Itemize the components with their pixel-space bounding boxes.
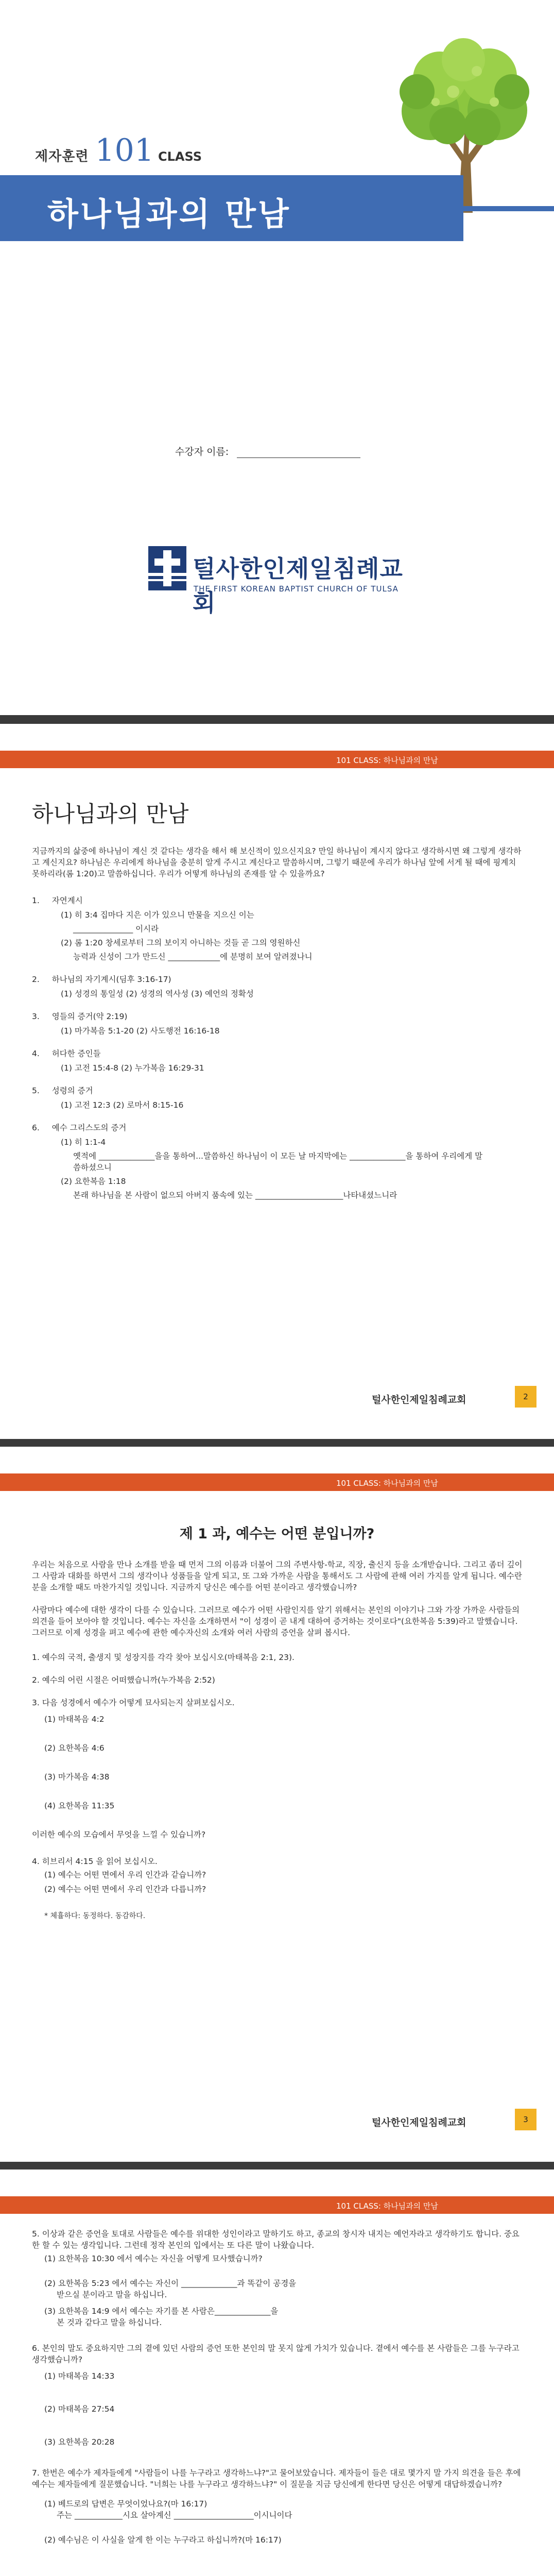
page-content [32,1559,526,1922]
question-sub-list: (1) 요한복음 10:30 에서 예수는 자신을 어떻게 묘사했습니까? (2) 요한복음 5:23 에서 예수는 자신이 ______________과 똑같이 공경을 받으실 분이라고 말을 하십니다. (3) 요한복음 14:9 에서 예수는 자기를 본 사람은______________을 본 것과 같다고 말을 하십니다. [44,2254,297,2327]
title-band [0,175,463,241]
church-name-ko: 털사한인제일침례교회 [193,555,403,617]
page-title: 하나님과의 만남 [32,802,189,827]
sub-list: (1) 성경의 통일성 (2) 성경의 역사성 (3) 예언의 정확성 [61,989,254,998]
question-item: 1. 예수의 국적, 출생지 및 성장지를 각각 찾아 보십시오(마태복음 2:1, 23). [32,1653,295,1662]
page-number-badge: 2 [515,1386,536,1408]
question-sub-list: (1) 예수는 어떤 면에서 우리 인간과 같습니까? (2) 예수는 어떤 면에서 우리 인간과 다릅니까? [44,1870,206,1894]
church-name-en: THE FIRST KOREAN BAPTIST CHURCH OF TULSA [194,584,399,594]
student-name-field [175,444,360,458]
question-item: 7. 한번은 예수가 제자들에게 "사람들이 나를 누구라고 생각하느냐?"고 물어보았습니다. 제자들이 들은 대로 몇가지 말 가지 의견을 들은 후에 예수는 제자들에게 질문했습니다. "너희는 나를 누구라고 생각하느냐?" 이 질문을 지금 당신에게 한다면 당신은 어떻게 대답하겠습니까? (1) 베드로의 답변은 무엇이었나요?(마 16:17) 주는 ____________시요 살아계신 ____________________이시니이다 (2) 예수님은 이 사실을 알게 한 이는 누구라고 하십니까?(마 16:17) [32,2467,526,2546]
course-suffix: CLASS [158,149,202,164]
cover-page [0,0,554,715]
course-label-ko: 제자훈련 [35,149,89,164]
page-header-bar [0,751,554,768]
church-logo [148,546,416,617]
sub-list: (1) 고전 15:4-8 (2) 누가복음 16:29-31 [61,1063,204,1073]
footnote: * 체휼하다: 동정하다. 동감하다. [44,1912,146,1920]
question-item: 4. 히브리서 4:15 을 읽어 보십시오. (1) 예수는 어떤 면에서 우리 인간과 같습니까? (2) 예수는 어떤 면에서 우리 인간과 다릅니까? [32,1856,526,1895]
cover-title: 하나님과의 만남 [47,195,291,233]
page-3 [0,1447,554,2162]
footer-church-name: 털사한인제일침례교회 [372,2117,466,2128]
page-header-bar [0,1473,554,1491]
sub-list: (1) 마가복음 5:1-20 (2) 사도행전 16:16-18 [61,1026,220,1036]
intro-paragraph: 우리는 처음으로 사람을 만나 소개를 받을 때 먼저 그의 이름과 더불어 그의 주변사항-학교, 직장, 출신지 등을 소개받습니다. 그리고 좀더 깊이 그 사람과 대화를 하면서 그의 생각이나 성품들을 알게 되고, 또 그와 가까운 사람을 통해서도 그 사람에 관해 여러 가지를 알게 됩니다. 예수란 분을 소개할 때도 마찬가지일 것입니다. 지금까지 당신은 예수를 어떤 분이라고 생각했습니까? [32,1560,523,1592]
page-header-text: 101 CLASS: 하나님과의 만남 [336,1479,438,1488]
title-rule [463,206,554,211]
section-item: 2. 하나님의 자기계시(딤후 3:16-17) (1) 성경의 통일성 (2) 성경의 역사성 (3) 예언의 정확성 [32,974,526,999]
course-number: 101 [95,132,154,168]
question-item: 5. 이상과 같은 증언을 토대로 사람들은 예수를 위대한 성인이라고 말하기도 하고, 종교의 창시자 내지는 예언자라고 생각하기도 합니다. 중요한 할 수 있는 생각입니다. 그런데 정작 본인의 입에서는 또 다른 말이 나왔습니다. (1) 요한복음 10:30 에서 예수는 자신을 어떻게 묘사했습니까? (2) 요한복음 5:23 에서 예수는 자신이 ______________과 똑같이 공경을 받으실 분이라고 말을 하십니다. (3) 요한복음 14:9 에서 예수는 자기를 본 사람은______________을 본 것과 같다고 말을 하십니다. [32,2228,526,2328]
student-name-label: 수강자 이름: [175,446,229,457]
question-sub-list: (1) 베드로의 답변은 무엇이었나요?(마 16:17) 주는 ____________시요 살아계신 ____________________이시니이다 (2) 예수님은 이 사실을 알게 한 이는 누구라고 하십니까?(마 16:17) [44,2499,292,2545]
footer-church-name: 털사한인제일침례교회 [372,1394,466,1405]
section-item: 3. 영들의 증거(약 2:19) (1) 마가복음 5:1-20 (2) 사도행전 16:16-18 [32,1011,526,1037]
page-header-bar [0,2196,554,2214]
page-header-text: 101 CLASS: 하나님과의 만남 [336,756,438,765]
sub-list: (1) 히 1:1-4 옛적에 ______________을을 통하여...말씀하신 하나님이 이 모든 날 마지막에는 ______________을 통하여 우리에게 말씀하셨으니 (2) 요한복음 1:18 본래 하나님을 본 사람이 없으되 아버지 품속에 있는 ______________________나타내셨느니라 [61,1138,483,1200]
question-item: 2. 예수의 어린 시절은 어떠했습니까(누가복음 2:52) [32,1675,215,1685]
page-2 [0,724,554,1439]
question-item: 3. 다음 성경에서 예수가 어떻게 묘사되는지 살펴보십시오. (1) 마태복음 4:2 (2) 요한복음 4:6 (3) 마가복음 4:38 (4) 요한복음 11:35 [32,1697,526,1811]
question-sub-list: (1) 마태복음 4:2 (2) 요한복음 4:6 (3) 마가복음 4:38 (4) 요한복음 11:35 [44,1715,115,1810]
lesson-title: 제 1 과, 예수는 어떤 분입니까? [179,1526,375,1542]
section-item: 5. 성령의 증거 (1) 고전 12:3 (2) 로마서 8:15-16 [32,1085,526,1111]
cross-icon [148,546,186,590]
course-label [35,132,202,168]
intro-paragraph: 지금까지의 삶중에 하나님이 계신 것 같다는 생각을 해서 해 보신적이 있으신지요? 만일 하나님이 계시지 않다고 생각하시면 왜 그렇게 생각하고 계신지요? 하나님은 우리에게 하나님을 충분히 알게 주시고 계신다고 말씀하시며, 그렇기 때문에 우리가 하나님 앞에 서게 될 때에 핑계치 못하리라(롬 1:20)고 말씀하십니다. 우리가 어떻게 하나님의 존재를 알 수 있을까요? [32,846,522,878]
intro-paragraph: 사람마다 예수에 대한 생각이 다를 수 있습니다. 그러므로 예수가 어떤 사람인지를 알기 위해서는 본인의 이야기나 그와 가장 가까운 사람들의 의견을 들어 보아야 할 것입니다. 예수는 자신을 소개하면서 "이 성경이 곧 내게 대하여 증거하는 것이로다"(요한복음 5:39)라고 말했습니다. 그러므로 이제 성경을 펴고 예수에 관한 예수자신의 소개와 여러 사람의 증언을 살펴 봅시다. [32,1605,520,1637]
section-list [32,895,526,1201]
student-name-blank[interactable] [237,447,360,458]
sub-list: (1) 히 3:4 집마다 지은 이가 있으니 만물을 지으신 이는 _______________ 이시라 (2) 롬 1:20 창세로부터 그의 보이지 아니하는 것들 곧 그의 영원하신 능력과 신성이 그가 만드신 _____________에 분명히 보여 알려졌나니 [61,910,313,961]
page-number-badge: 3 [515,2109,536,2130]
sub-list: (1) 고전 12:3 (2) 로마서 8:15-16 [61,1100,184,1110]
section-item: 4. 허다한 증인들 (1) 고전 15:4-8 (2) 누가복음 16:29-31 [32,1048,526,1074]
page-4 [0,2170,554,2576]
section-item: 1. 자연계시 (1) 히 3:4 집마다 지은 이가 있으니 만물을 지으신 이는 _______________ 이시라 (2) 롬 1:20 창세로부터 그의 보이지 아니하는 것들 곧 그의 영원하신 능력과 신성이 그가 만드신 _____________에 분명히 보여 알려졌나니 [32,895,526,962]
question-item: 이러한 예수의 모습에서 무엇을 느낄 수 있습니까? [32,1830,206,1839]
page-header-text: 101 CLASS: 하나님과의 만남 [336,2201,438,2211]
section-item: 6. 예수 그리스도의 증거 (1) 히 1:1-4 옛적에 ______________을을 통하여...말씀하신 하나님이 이 모든 날 마지막에는 ______________을 통하여 우리에게 말씀하셨으니 (2) 요한복음 1:18 본래 하나님을 본 사람이 없으되 아버지 품속에 있는 ______________________나타내셨느니라 [32,1122,526,1201]
page-content [32,845,526,1212]
question-sub-list: (1) 마태복음 14:33 (2) 마태복음 27:54 (3) 요한복음 20:28 [44,2371,115,2447]
question-item: 6. 본인의 말도 중요하지만 그의 곁에 있던 사람의 증언 또한 본인의 말 못지 않게 가치가 있습니다. 곁에서 예수를 본 사람들은 그를 누구라고 생각했습니까? (1) 마태복음 14:33 (2) 마태복음 27:54 (3) 요한복음 20:28 [32,2343,526,2448]
page-content [32,2228,526,2546]
